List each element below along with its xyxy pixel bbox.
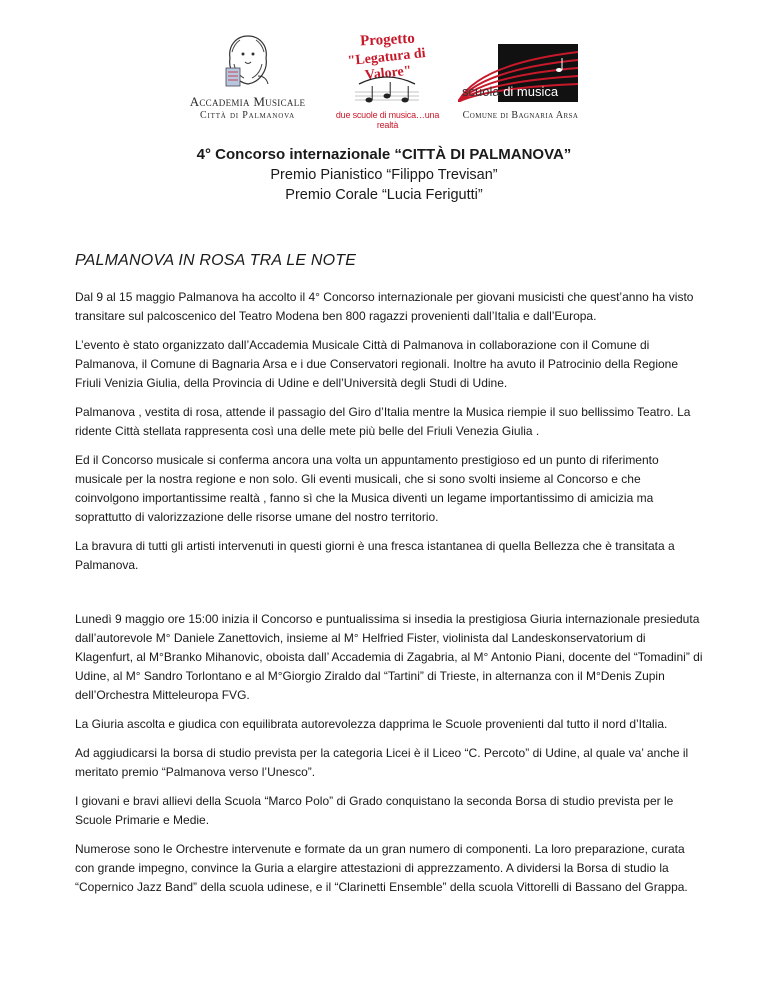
paragraph: La Giuria ascolta e giudica con equilibrata autorevolezza dapprima le Scuole provenienti dal tutto il nord d’Italia. [75,717,668,731]
paragraph: Lunedì 9 maggio ore 15:00 inizia il Concorso e puntualissima si insedia la prestigiosa Giuria internazionale presieduta dall’autorevole M° Daniele Zanettovich, insieme al M° Helfried Fister, violinista dal Landeskonservatorium di Klagenfurt, al M°Branko Mihanovic, oboista dall’ Accademia di Zagabria, al M° Antonio Piani, docente del “Tomadini” di Udine, al M° Sandro Torlontano e al M°Giorgio Ziraldo dal “Tartini” di Trieste, in alternanza con il M°Denis Zupin dell’Orchestra Mitteleuropa FVG. [75,612,703,702]
paragraph: I giovani e bravi allievi della Scuola “Marco Polo” di Grado conquistano la seconda Borsa di studio prevista per le Scuole Primarie e Medie. [75,794,674,827]
scuola-logo [458,44,583,124]
progetto-tagline: due scuole di musica…una realtà [335,110,440,130]
section-title: PALMANOVA IN ROSA TRA LE NOTE [75,252,357,269]
lion-emblem-icon [218,30,278,92]
main-title: 4° Concorso internazionale “CITTÀ DI PALMANOVA” [196,146,572,163]
accademia-city: Città di Palmanova [200,110,295,121]
subtitle-piano: Premio Pianistico “Filippo Trevisan” [270,167,498,183]
paragraph: Dal 9 al 15 maggio Palmanova ha accolto il 4° Concorso internazionale per giovani musicisti che quest’anno ha visto transitare sul palcoscenico del Teatro Modena ben 800 ragazzi provenienti dall’Italia e dall’Europa. [75,290,694,323]
paragraph: Ed il Concorso musicale si conferma ancora una volta un appuntamento prestigioso ed un punto di riferimento musicale per la nostra regione e non solo. Gli eventi musicali, che si sono svolti insieme al Concorso e che coinvolgono importantissime realtà , fanno sì che la Musica diventi un legame importantissimo di amicizia ma soprattutto di valorizzazione delle risorse umane del nostro territorio. [75,453,659,524]
article-body [75,288,705,907]
paragraph: L’evento è stato organizzato dall’Accademia Musicale Città di Palmanova in collaborazione con il Comune di Palmanova, il Comune di Bagnaria Arsa e i due Conservatori regionali. Inoltre ha avuto il Patrocinio della Regione Friuli Venizia Giulia, della Provincia di Udine e dell’Università degli Studi di Udine. [75,338,679,390]
di-musica-word: di musica [503,84,559,99]
paragraph: Numerose sono le Orchestre intervenute e formate da un gran numero di componenti. La loro preparazione, curata con grande impegno, convince la Guria a elargire attestazioni di apprezzamento. A dividersi la Borsa di studio la “Copernico Jazz Band” della scuola udinese, e il “Clarinetti Ensemble” della scuola Vittorelli di Bassano del Grappa. [75,842,688,894]
subtitle-choral: Premio Corale “Lucia Ferigutti” [285,187,483,203]
comune-caption: Comune di Bagnaria Arsa [462,110,579,121]
title-block [0,145,768,205]
header-logos [0,30,768,130]
accademia-logo [185,30,310,122]
paragraph: La bravura di tutti gli artisti intervenuti in questi giorni è una fresca istantanea di quella Bellezza che è transitata a Palmanova. [75,539,675,572]
progetto-label: Progetto [359,30,416,50]
paragraph: Ad aggiudicarsi la borsa di studio prevista per la categoria Licei è il Liceo “C. Percoto” di Udine, al quale va’ anche il meritato premio “Palmanova verso l’Unesco”. [75,746,689,779]
music-notes-icon [355,70,419,108]
scuola-banner-text [462,84,558,99]
progetto-name: "Legatura di Valore" [346,46,427,84]
progetto-logo [325,30,450,130]
paragraph: Palmanova , vestita di rosa, attende il passagio del Giro d’Italia mentre la Musica riempie il suo bellissimo Teatro. La ridente Città stellata rappresenta così una delle mete più belle del Friuli Venezia Giulia . [75,405,691,438]
scuola-word: scuola [462,84,504,99]
accademia-name: Accademia Musicale [189,94,306,109]
spacer [75,585,705,610]
